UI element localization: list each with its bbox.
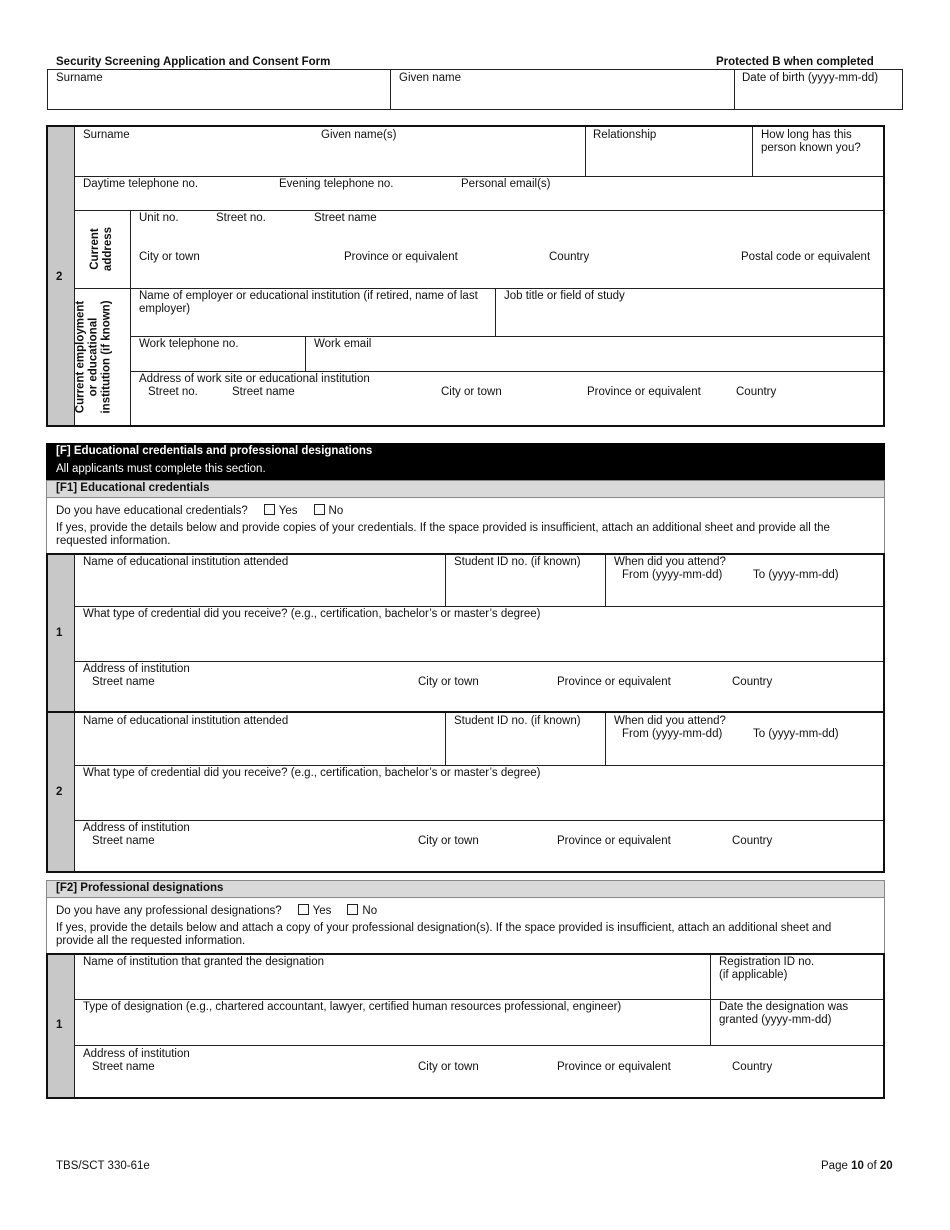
work-tel-field[interactable]: Work telephone no. <box>139 338 239 350</box>
from-date-field[interactable]: From (yyyy-mm-dd) <box>622 728 723 740</box>
street-no-field[interactable]: Street no. <box>216 212 266 224</box>
f1-instructions-cont: requested information. <box>56 535 171 547</box>
city-field[interactable]: City or town <box>418 1061 479 1073</box>
province-field[interactable]: Province or equivalent <box>557 1061 671 1073</box>
country-field[interactable]: Country <box>732 1061 773 1073</box>
when-attend-label: When did you attend? <box>614 556 726 568</box>
province-field[interactable]: Province or equivalent <box>344 251 458 263</box>
entry-number: 1 <box>56 1019 63 1031</box>
page-number: Page 10 of 20 <box>821 1160 893 1172</box>
f1-no-checkbox[interactable] <box>314 504 325 515</box>
current-employment-label: Current employment or educational institution (if known) <box>74 300 113 414</box>
entry-number: 1 <box>56 627 63 639</box>
country-field[interactable]: Country <box>549 251 590 263</box>
work-city-field[interactable]: City or town <box>441 386 502 398</box>
f1-instructions: If yes, provide the details below and provide copies of your credentials. If the space provided is insufficient, attach an additional sheet and provide all the <box>56 522 830 534</box>
credential-type-field[interactable]: What type of credential did you receive? (e.g., certification, bachelor’s or master’s degree) <box>83 767 541 779</box>
credential-type-field[interactable]: What type of credential did you receive? (e.g., certification, bachelor’s or master’s degree) <box>83 608 541 620</box>
institution-address-label: Address of institution <box>83 1048 190 1060</box>
country-field[interactable]: Country <box>732 676 773 688</box>
granting-institution-field[interactable]: Name of institution that granted the designation <box>83 956 325 968</box>
institution-address-label: Address of institution <box>83 822 190 834</box>
unit-no-field[interactable]: Unit no. <box>139 212 179 224</box>
institution-field[interactable]: Name of educational institution attended <box>83 556 289 568</box>
designation-date-field[interactable]: granted (yyyy-mm-dd) <box>719 1014 832 1026</box>
f2-no-checkbox[interactable] <box>347 904 358 915</box>
student-id-field[interactable]: Student ID no. (if known) <box>454 556 581 568</box>
f1-question: Do you have educational credentials? Yes No <box>56 505 344 517</box>
reference-number: 2 <box>56 271 63 283</box>
work-street-no-field[interactable]: Street no. <box>148 386 198 398</box>
relationship-field[interactable]: Relationship <box>593 129 657 141</box>
employer-label: Name of employer or educational institution (if retired, name of last <box>139 290 478 302</box>
f2-yes-checkbox[interactable] <box>298 904 309 915</box>
ref-surname-field[interactable]: Surname <box>83 129 130 141</box>
work-province-field[interactable]: Province or equivalent <box>587 386 701 398</box>
f1-title: [F1] Educational credentials <box>56 482 210 494</box>
how-long-label: How long has this <box>761 129 852 141</box>
f1-yes-checkbox[interactable] <box>264 504 275 515</box>
ref-given-names-field[interactable]: Given name(s) <box>321 129 397 141</box>
to-date-field[interactable]: To (yyyy-mm-dd) <box>753 728 839 740</box>
work-email-field[interactable]: Work email <box>314 338 372 350</box>
institution-field[interactable]: Name of educational institution attended <box>83 715 289 727</box>
registration-id-label: Registration ID no. <box>719 956 815 968</box>
dob-field[interactable]: Date of birth (yyyy-mm-dd) <box>742 72 879 84</box>
section-f-note: All applicants must complete this section. <box>56 463 266 475</box>
work-address-label: Address of work site or educational institution <box>139 373 370 385</box>
f2-question: Do you have any professional designations? Yes No <box>56 905 378 917</box>
city-field[interactable]: City or town <box>418 676 479 688</box>
country-field[interactable]: Country <box>732 835 773 847</box>
street-name-field[interactable]: Street name <box>92 835 155 847</box>
how-long-field[interactable]: person known you? <box>761 142 861 154</box>
f2-instructions: If yes, provide the details below and attach a copy of your professional designation(s). If the space provided is insufficient, attach an additional sheet and <box>56 922 832 934</box>
current-address-label: Current address <box>89 226 114 272</box>
work-country-field[interactable]: Country <box>736 386 777 398</box>
work-street-name-field[interactable]: Street name <box>232 386 295 398</box>
street-name-field[interactable]: Street name <box>92 1061 155 1073</box>
designation-type-field[interactable]: Type of designation (e.g., chartered accountant, lawyer, certified human resources professional, engineer) <box>83 1001 622 1013</box>
to-date-field[interactable]: To (yyyy-mm-dd) <box>753 569 839 581</box>
street-name-field[interactable]: Street name <box>314 212 377 224</box>
protected-label: Protected B when completed <box>716 56 874 68</box>
daytime-tel-field[interactable]: Daytime telephone no. <box>83 178 199 190</box>
entry-number: 2 <box>56 786 63 798</box>
form-code: TBS/SCT 330-61e <box>56 1160 150 1172</box>
registration-id-field[interactable]: (if applicable) <box>719 969 788 981</box>
given-name-field[interactable]: Given name <box>399 72 462 84</box>
employer-field[interactable]: employer) <box>139 303 191 315</box>
street-name-field[interactable]: Street name <box>92 676 155 688</box>
postal-code-field[interactable]: Postal code or equivalent <box>741 251 871 263</box>
institution-address-label: Address of institution <box>83 663 190 675</box>
form-title: Security Screening Application and Consent Form <box>56 56 331 68</box>
from-date-field[interactable]: From (yyyy-mm-dd) <box>622 569 723 581</box>
evening-tel-field[interactable]: Evening telephone no. <box>279 178 394 190</box>
city-field[interactable]: City or town <box>139 251 200 263</box>
surname-field[interactable]: Surname <box>56 72 103 84</box>
f2-title: [F2] Professional designations <box>56 882 224 894</box>
province-field[interactable]: Province or equivalent <box>557 676 671 688</box>
f2-instructions-cont: provide all the requested information. <box>56 935 246 947</box>
job-title-field[interactable]: Job title or field of study <box>504 290 625 302</box>
student-id-field[interactable]: Student ID no. (if known) <box>454 715 581 727</box>
section-f-title: [F] Educational credentials and professional designations <box>56 445 373 457</box>
designation-date-label: Date the designation was <box>719 1001 849 1013</box>
personal-email-field[interactable]: Personal email(s) <box>461 178 551 190</box>
when-attend-label: When did you attend? <box>614 715 726 727</box>
province-field[interactable]: Province or equivalent <box>557 835 671 847</box>
city-field[interactable]: City or town <box>418 835 479 847</box>
